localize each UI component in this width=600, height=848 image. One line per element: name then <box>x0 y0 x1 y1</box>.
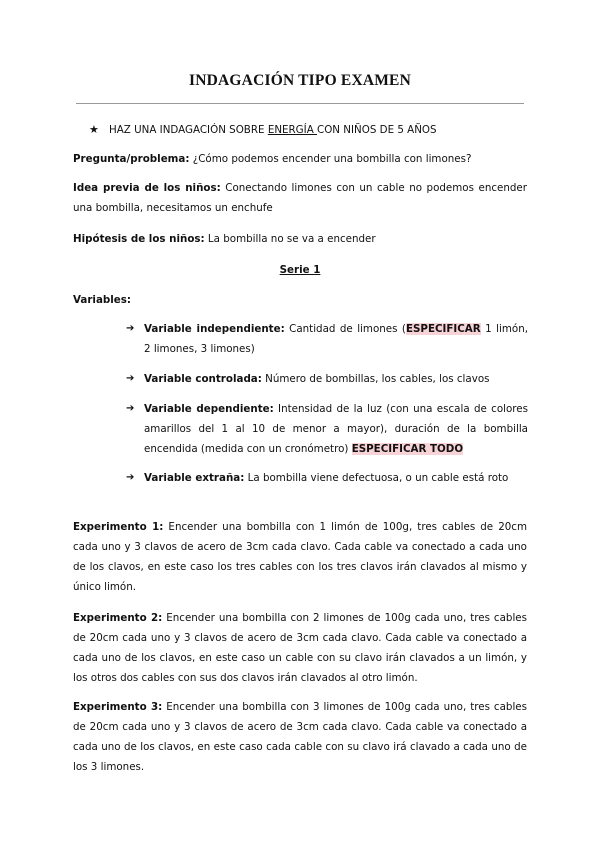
idea-previa-label: Idea previa de los niños: <box>73 182 221 194</box>
pregunta-label: Pregunta/problema: <box>73 153 190 165</box>
arrow-icon: ➔ <box>126 472 135 483</box>
hipotesis-paragraph <box>73 229 527 249</box>
idea-previa-paragraph <box>73 178 527 218</box>
experimento-label: Experimento 1: <box>73 521 164 533</box>
variable-text: Número de bombillas, los cables, los clavos <box>261 373 490 385</box>
idea-previa-text: Conectando limones con un cable no podemos encender una bombilla, necesitamos un enchufe <box>73 182 527 214</box>
task-suffix: CON NIÑOS DE 5 AÑOS <box>317 124 437 136</box>
variable-text: Intensidad de la luz (con una escala de colores amarillos del 1 al 10 de menor a mayor), duración de la bombilla encendida (medida con un cronómetro) <box>144 403 528 455</box>
variable-highlight: ESPECIFICAR TODO <box>351 443 464 455</box>
variable-highlight: ESPECIFICAR <box>405 323 481 335</box>
variables-label: Variables: <box>73 294 132 306</box>
variable-item <box>126 468 528 488</box>
variable-text: Cantidad de limones ( <box>284 323 406 335</box>
hipotesis-label: Hipótesis de los niños: <box>73 233 205 245</box>
pregunta-paragraph <box>73 149 527 169</box>
task-emphasis: ENERGÍA <box>267 124 318 136</box>
variable-label: Variable dependiente: <box>144 403 274 415</box>
experimento-text: Encender una bombilla con 1 limón de 100g, tres cables de 20cm cada uno y 3 clavos de acero de 3cm cada clavo. Cada cable va conectado a cada uno de los clavos, en este caso los tres cables con los tres clavos irán clavados al mismo y único limón. <box>73 521 527 593</box>
experimento-label: Experimento 3: <box>73 701 163 713</box>
experimento-label: Experimento 2: <box>73 612 163 624</box>
arrow-icon: ➔ <box>126 373 135 384</box>
experimento-text: Encender una bombilla con 3 limones de 100g cada uno, tres cables de 20cm cada uno y 3 clavos de acero de 3cm cada clavo. Cada cable va conectado a cada uno de los clavos, en este caso cada cable con su clavo irá clavado a cada uno de los 3 limones. <box>73 701 527 773</box>
hipotesis-text: La bombilla no se va a encender <box>204 233 376 245</box>
variables-heading <box>73 290 527 310</box>
variable-item <box>126 319 528 359</box>
variable-label: Variable extraña: <box>144 472 245 484</box>
experimento-text: Encender una bombilla con 2 limones de 100g cada uno, tres cables de 20cm cada uno y 3 clavos de acero de 3cm cada clavo. Cada cable va conectado a cada uno de los clavos, en este caso un cable con su clavo irán clavados a un limón, y los otros dos cables con sus dos clavos irán clavados al otro limón. <box>73 612 527 684</box>
arrow-icon: ➔ <box>126 323 135 334</box>
serie-label: Serie 1 <box>279 264 321 276</box>
variable-item <box>126 369 528 389</box>
variable-item <box>126 399 528 459</box>
arrow-icon: ➔ <box>126 403 135 414</box>
experimento-paragraph <box>73 608 527 688</box>
task-statement <box>89 120 437 140</box>
title-divider <box>76 103 524 104</box>
experimento-paragraph <box>73 517 527 597</box>
variable-text-after: 1 limón, 2 limones, 3 limones) <box>144 323 528 355</box>
task-prefix: HAZ UNA INDAGACIÓN SOBRE <box>109 124 268 136</box>
variable-label: Variable independiente: <box>144 323 285 335</box>
star-icon: ★ <box>89 123 99 136</box>
variable-label: Variable controlada: <box>144 373 262 385</box>
experimento-paragraph <box>73 697 527 777</box>
serie-heading <box>0 260 600 280</box>
variable-text: La bombilla viene defectuosa, o un cable está roto <box>244 472 509 484</box>
pregunta-text: ¿Cómo podemos encender una bombilla con limones? <box>189 153 472 165</box>
document-title: INDAGACIÓN TIPO EXAMEN <box>189 72 411 89</box>
